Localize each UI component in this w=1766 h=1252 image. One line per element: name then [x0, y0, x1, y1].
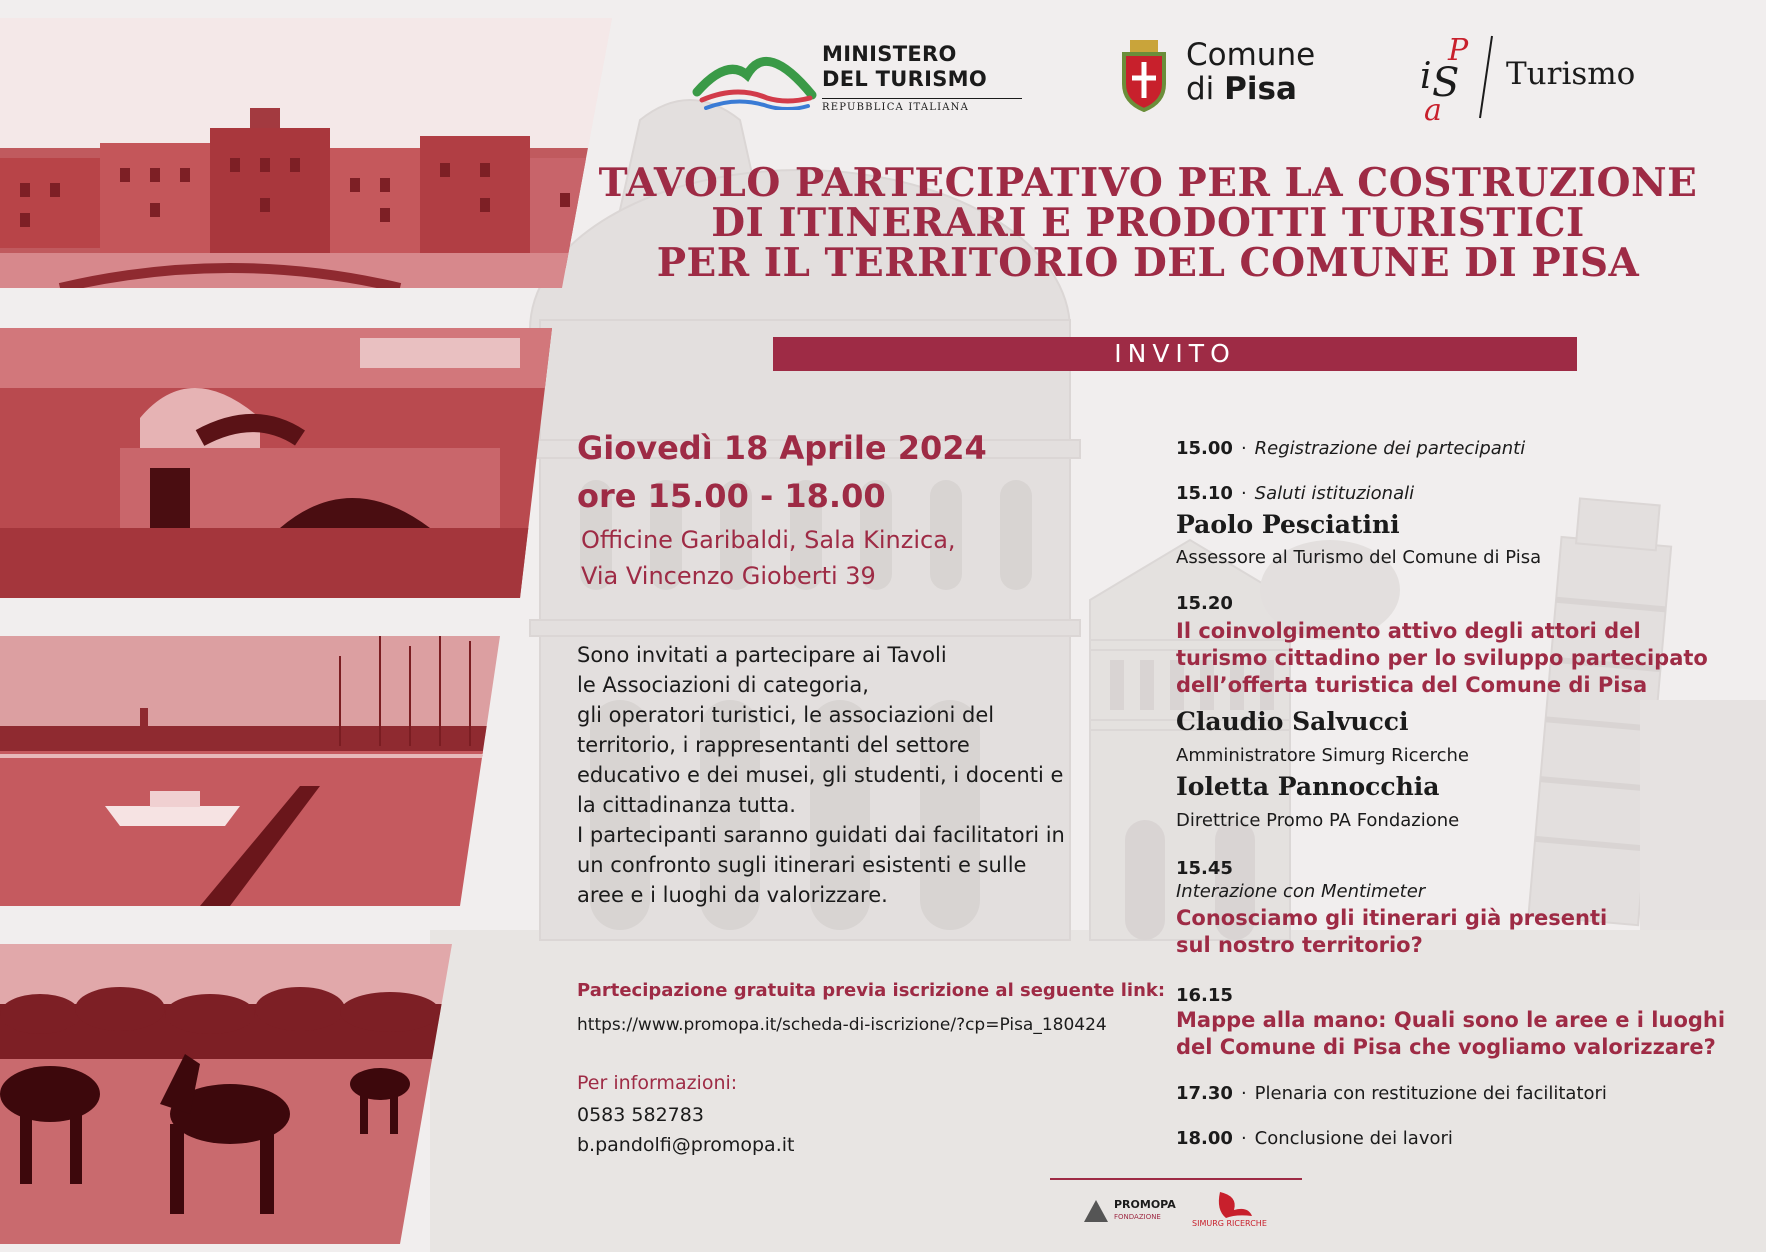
- agenda-time: 18.00: [1176, 1128, 1233, 1149]
- speaker-name: Claudio Salvucci: [1176, 707, 1409, 736]
- intro-line: gli operatori turistici, le associazioni del: [577, 703, 995, 727]
- intro-line: le Associazioni di categoria,: [577, 673, 869, 697]
- info-title: Per informazioni:: [577, 1072, 738, 1094]
- agenda-item-conclusione: [1176, 1128, 1453, 1149]
- footer-divider: [1050, 1178, 1302, 1180]
- title-line2: DI ITINERARI E PRODOTTI TURISTICI: [711, 200, 1585, 246]
- svg-text:S: S: [1432, 60, 1460, 106]
- info-email[interactable]: b.pandolfi@promopa.it: [577, 1134, 795, 1156]
- intro-line: un confronto sugli itinerari esistenti e sulle: [577, 853, 1027, 877]
- intro-line: I partecipanti saranno guidati dai facilitatori in: [577, 823, 1065, 847]
- intro-line: la cittadinanza tutta.: [577, 793, 796, 817]
- separator-dot: ·: [1240, 438, 1247, 459]
- title-line1: TAVOLO PARTECIPATIVO PER LA COSTRUZIONE: [598, 160, 1698, 206]
- separator-dot: ·: [1240, 483, 1247, 504]
- photo-ruins: [0, 328, 552, 598]
- speaker-name: Ioletta Pannocchia: [1176, 772, 1440, 801]
- separator-dot: ·: [1240, 1128, 1247, 1149]
- promopa-word: PROMOPA: [1114, 1198, 1176, 1211]
- agenda-item-registration: [1176, 438, 1525, 459]
- agenda-time: 15.10: [1176, 483, 1233, 504]
- event-venue: [581, 522, 956, 594]
- info-contacts: [577, 1100, 794, 1160]
- title-line3: PER IL TERRITORIO DEL COMUNE DI PISA: [656, 240, 1640, 286]
- agenda-item-saluti: [1176, 483, 1414, 504]
- comune-line2-prefix: di: [1186, 71, 1225, 107]
- agenda-text: Interazione con Mentimeter: [1176, 881, 1426, 902]
- agenda-text: Registrazione dei partecipanti: [1254, 438, 1526, 459]
- ministero-line2: DEL TURISMO: [822, 67, 988, 91]
- invito-banner: INVITO: [773, 337, 1577, 371]
- comune-line2: [1186, 72, 1336, 106]
- intro-line: educativo e dei musei, gli studenti, i docenti e: [577, 763, 1064, 787]
- agenda-headline-line1: Il coinvolgimento attivo degli attori del: [1176, 619, 1641, 643]
- photo-harbour: [0, 636, 500, 906]
- agenda-time: 15.20: [1176, 593, 1233, 614]
- agenda-headline-line2: del Comune di Pisa che vogliamo valorizzare?: [1176, 1035, 1716, 1059]
- promopa-logo: [1080, 1192, 1200, 1228]
- simurg-word: SIMURG RICERCHE: [1192, 1219, 1267, 1228]
- agenda-headline-line2: sul nostro territorio?: [1176, 933, 1423, 957]
- comune-line2-bold: Pisa: [1224, 71, 1297, 107]
- event-title: [568, 160, 1728, 286]
- agenda-time: 15.00: [1176, 438, 1233, 459]
- speaker-role: Amministratore Simurg Ricerche: [1176, 745, 1469, 766]
- agenda-text: Plenaria con restituzione dei facilitatori: [1254, 1083, 1607, 1104]
- ministero-line1: MINISTERO: [822, 42, 957, 66]
- agenda-time: 16.15: [1176, 985, 1233, 1006]
- agenda-text: Conclusione dei lavori: [1254, 1128, 1453, 1149]
- comune-line1: Comune: [1186, 37, 1316, 73]
- agenda-time: 17.30: [1176, 1083, 1233, 1104]
- simurg-logo: [1190, 1188, 1300, 1228]
- svg-text:P: P: [1448, 33, 1469, 68]
- separator-dot: ·: [1240, 1083, 1247, 1104]
- event-date: Giovedì 18 Aprile 2024: [577, 429, 987, 467]
- event-time: ore 15.00 - 18.00: [577, 477, 886, 515]
- promopa-subword: FONDAZIONE: [1114, 1213, 1161, 1221]
- turismo-word: Turismo: [1506, 56, 1636, 92]
- registration-title: Partecipazione gratuita previa iscrizione al seguente link:: [577, 980, 1166, 1001]
- pisa-monogram-icon: [1418, 30, 1502, 122]
- agenda-headline-line2: turismo cittadino per lo sviluppo partecipato: [1176, 646, 1708, 670]
- intro-line: territorio, i rappresentanti del settore: [577, 733, 970, 757]
- comune-crest-icon: [1116, 38, 1172, 112]
- venue-line2: Via Vincenzo Gioberti 39: [581, 562, 876, 590]
- photo-horses: [0, 944, 452, 1244]
- intro-text: [577, 640, 1107, 910]
- svg-text:a: a: [1424, 93, 1442, 122]
- info-phone: 0583 582783: [577, 1104, 704, 1126]
- mountain-logo-icon: [692, 40, 817, 110]
- ministero-subtitle: REPUBBLICA ITALIANA: [822, 98, 1022, 113]
- agenda-headline-line3: dell’offerta turistica del Comune di Pisa: [1176, 673, 1648, 697]
- photo-lungarno: [0, 18, 612, 288]
- speaker-role: Assessore al Turismo del Comune di Pisa: [1176, 547, 1542, 568]
- agenda-item-plenaria: [1176, 1083, 1607, 1104]
- venue-line1: Officine Garibaldi, Sala Kinzica,: [581, 526, 956, 554]
- speaker-role: Direttrice Promo PA Fondazione: [1176, 810, 1460, 831]
- registration-link[interactable]: https://www.promopa.it/scheda-di-iscrizione/?cp=Pisa_180424: [577, 1015, 1107, 1035]
- agenda-time: 15.45: [1176, 858, 1233, 879]
- agenda-headline-line1: Mappe alla mano: Quali sono le aree e i luoghi: [1176, 1008, 1726, 1032]
- event-date-time: [577, 424, 987, 520]
- speaker-name: Paolo Pesciatini: [1176, 510, 1400, 539]
- intro-line: aree e i luoghi da valorizzare.: [577, 883, 888, 907]
- intro-line: Sono invitati a partecipare ai Tavoli: [577, 643, 947, 667]
- svg-text:i: i: [1420, 56, 1432, 97]
- agenda-text: Saluti istituzionali: [1254, 483, 1415, 504]
- agenda-headline-line1: Conosciamo gli itinerari già presenti: [1176, 906, 1608, 930]
